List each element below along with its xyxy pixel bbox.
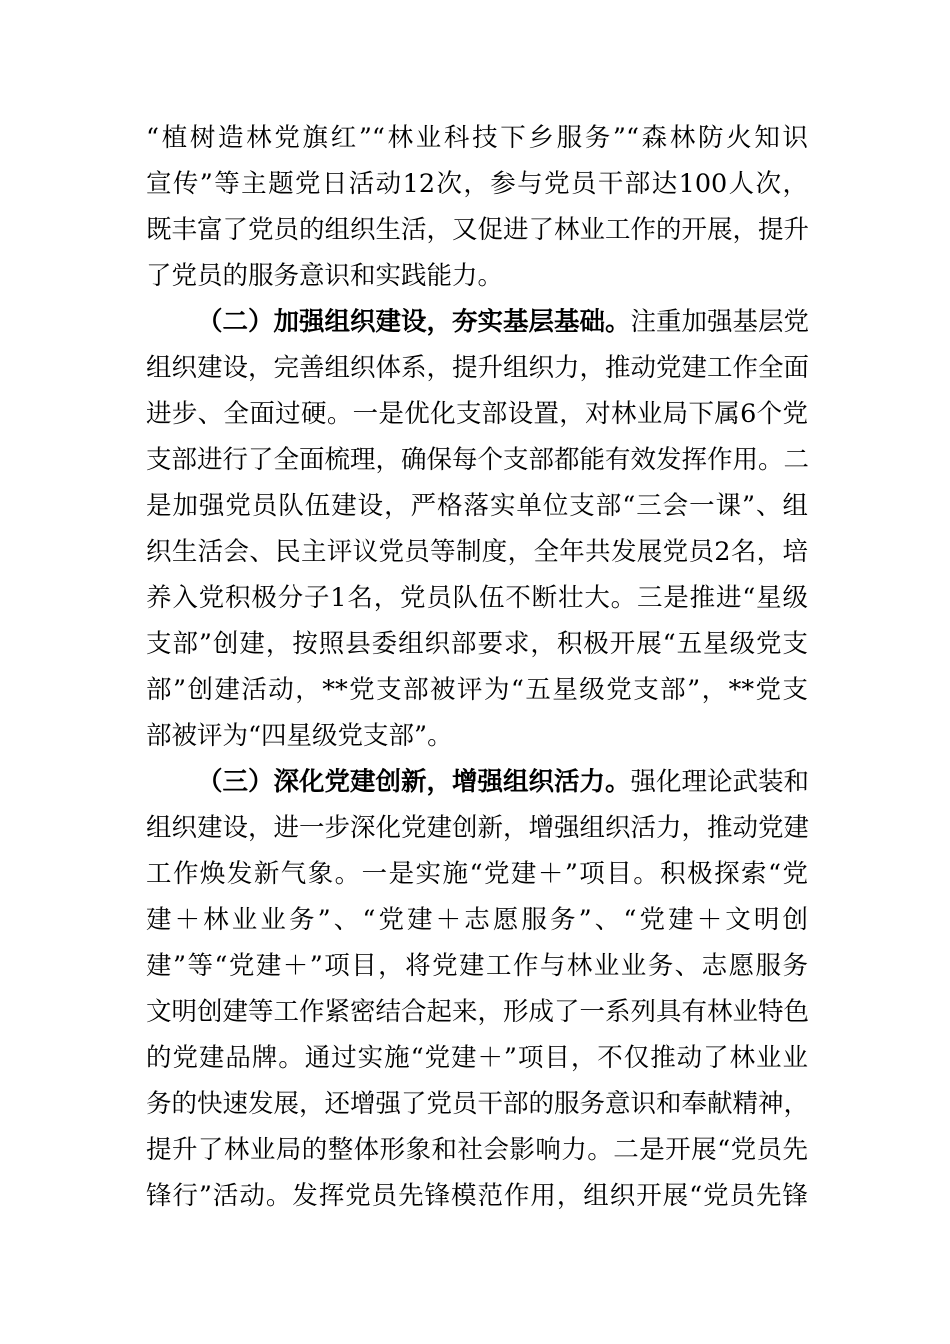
text-line: 是加强党员队伍建设，严格落实单位支部“三会一课”、组 <box>146 491 808 521</box>
heading-continuation: 强化理论武装和 <box>630 767 810 797</box>
heading-continuation: 注重加强基层党 <box>630 307 810 337</box>
text-line: 养入党积极分子1名，党员队伍不断壮大。三是推进“星级 <box>146 583 808 613</box>
text-line: 组织建设，进一步深化党建创新，增强组织活力，推动党建 <box>146 813 810 843</box>
text-line: “植树造林党旗红”“林业科技下乡服务”“森林防火知识 <box>146 123 808 153</box>
section-heading: （三）深化党建创新，增强组织活力。 <box>197 767 631 797</box>
paragraph-2-first-line <box>146 299 808 345</box>
paragraph-1 <box>146 115 808 299</box>
text-line: 建”等“党建＋”项目，将党建工作与林业业务、志愿服务 <box>146 951 808 981</box>
paragraph-2 <box>146 299 808 759</box>
text-line: 了党员的服务意识和实践能力。 <box>146 261 504 291</box>
text-line: 文明创建等工作紧密结合起来，形成了一系列具有林业特色 <box>146 997 810 1027</box>
text-line: 部”创建活动，**党支部被评为“五星级党支部”，**党支 <box>146 675 808 705</box>
text-line: 进步、全面过硬。一是优化支部设置，对林业局下属6个党 <box>146 399 808 429</box>
text-line: 锋行”活动。发挥党员先锋模范作用，组织开展“党员先锋 <box>146 1181 808 1211</box>
text-line: 宣传”等主题党日活动12次，参与党员干部达100人次， <box>146 169 808 199</box>
section-heading: （二）加强组织建设，夯实基层基础。 <box>197 307 631 337</box>
text-line: 既丰富了党员的组织生活，又促进了林业工作的开展，提升 <box>146 215 810 245</box>
text-line: 支部进行了全面梳理，确保每个支部都能有效发挥作用。二 <box>146 445 810 475</box>
text-line: 组织建设，完善组织体系，提升组织力，推动党建工作全面 <box>146 353 810 383</box>
paragraph-3-first-line <box>146 759 808 805</box>
text-line: 务的快速发展，还增强了党员干部的服务意识和奉献精神， <box>146 1089 810 1119</box>
text-line: 支部”创建，按照县委组织部要求，积极开展“五星级党支 <box>146 629 808 659</box>
text-line: 的党建品牌。通过实施“党建＋”项目，不仅推动了林业业 <box>146 1043 808 1073</box>
text-line: 部被评为“四星级党支部”。 <box>146 721 453 751</box>
text-line: 工作焕发新气象。一是实施“党建＋”项目。积极探索“党 <box>146 859 808 889</box>
text-line: 织生活会、民主评议党员等制度，全年共发展党员2名，培 <box>146 537 808 567</box>
text-line: 提升了林业局的整体形象和社会影响力。二是开展“党员先 <box>146 1135 808 1165</box>
paragraph-3 <box>146 759 808 1219</box>
text-line: 建＋林业业务”、“党建＋志愿服务”、“党建＋文明创 <box>146 905 808 935</box>
